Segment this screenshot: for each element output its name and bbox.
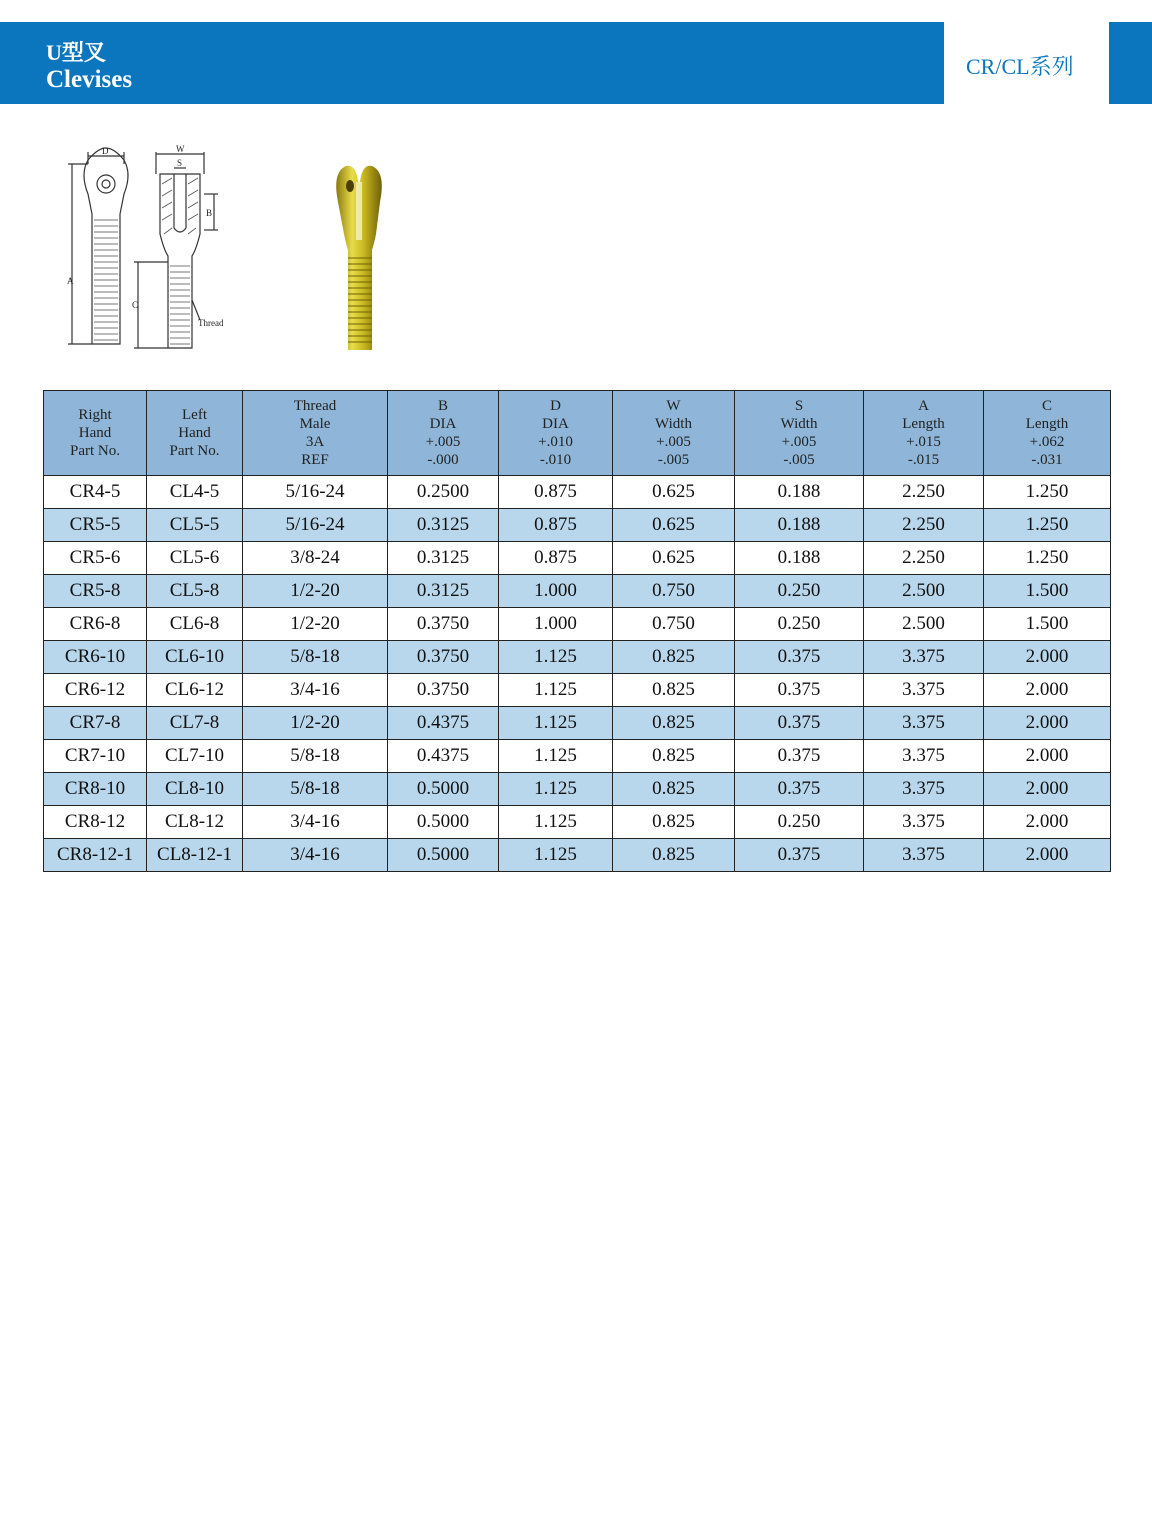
table-header-row bbox=[44, 391, 1111, 476]
table-cell: 0.825 bbox=[613, 773, 735, 806]
table-cell: 1.125 bbox=[499, 641, 613, 674]
page-title-cn: U型叉 bbox=[46, 40, 106, 65]
table-cell: 1.250 bbox=[984, 476, 1111, 509]
table-cell: CL7-8 bbox=[147, 707, 243, 740]
table-row bbox=[44, 476, 1111, 509]
table-cell: 0.188 bbox=[735, 476, 864, 509]
table-cell: 1/2-20 bbox=[243, 707, 388, 740]
table-cell: 2.000 bbox=[984, 641, 1111, 674]
table-cell: 2.000 bbox=[984, 674, 1111, 707]
table-cell: 0.825 bbox=[613, 674, 735, 707]
table-cell: CL8-12-1 bbox=[147, 839, 243, 872]
label-c: C bbox=[132, 300, 139, 310]
table-cell: CR7-8 bbox=[44, 707, 147, 740]
table-cell: CL4-5 bbox=[147, 476, 243, 509]
table-cell: 0.2500 bbox=[388, 476, 499, 509]
table-cell: 0.5000 bbox=[388, 839, 499, 872]
table-cell: 0.3125 bbox=[388, 575, 499, 608]
table-cell: 0.375 bbox=[735, 707, 864, 740]
page-title-en: Clevises bbox=[46, 66, 133, 93]
col-header-s: S Width +.005 -.005 bbox=[735, 391, 864, 476]
table-cell: 0.750 bbox=[613, 608, 735, 641]
table-row bbox=[44, 674, 1111, 707]
table-cell: 2.000 bbox=[984, 740, 1111, 773]
table-cell: 0.3750 bbox=[388, 641, 499, 674]
table-cell: 0.3125 bbox=[388, 542, 499, 575]
table-cell: 1.500 bbox=[984, 608, 1111, 641]
table-cell: 1.125 bbox=[499, 707, 613, 740]
table-cell: CL8-12 bbox=[147, 806, 243, 839]
table-cell: 0.825 bbox=[613, 839, 735, 872]
table-cell: CR7-10 bbox=[44, 740, 147, 773]
table-cell: CL5-5 bbox=[147, 509, 243, 542]
header-side-tab bbox=[1109, 22, 1152, 104]
table-cell: CR6-10 bbox=[44, 641, 147, 674]
table-cell: 1.000 bbox=[499, 575, 613, 608]
col-header-w: W Width +.005 -.005 bbox=[613, 391, 735, 476]
table-cell: 0.825 bbox=[613, 707, 735, 740]
table-cell: CL5-8 bbox=[147, 575, 243, 608]
table-row bbox=[44, 575, 1111, 608]
table-cell: 3/4-16 bbox=[243, 674, 388, 707]
table-cell: 3.375 bbox=[864, 641, 984, 674]
table-cell: 1.125 bbox=[499, 740, 613, 773]
table-cell: 3.375 bbox=[864, 839, 984, 872]
col-header-left-hand: Left Hand Part No. bbox=[147, 391, 243, 476]
table-cell: 0.5000 bbox=[388, 773, 499, 806]
col-header-right-hand: Right Hand Part No. bbox=[44, 391, 147, 476]
col-header-a: A Length +.015 -.015 bbox=[864, 391, 984, 476]
table-cell: 5/8-18 bbox=[243, 740, 388, 773]
table-row bbox=[44, 509, 1111, 542]
table-cell: 1.125 bbox=[499, 839, 613, 872]
table-cell: 0.875 bbox=[499, 542, 613, 575]
table-cell: 0.825 bbox=[613, 740, 735, 773]
table-cell: CR5-5 bbox=[44, 509, 147, 542]
table-cell: 1.125 bbox=[499, 773, 613, 806]
table-cell: 5/8-18 bbox=[243, 641, 388, 674]
table-cell: CL6-12 bbox=[147, 674, 243, 707]
table-cell: CR8-12-1 bbox=[44, 839, 147, 872]
table-cell: 0.188 bbox=[735, 542, 864, 575]
table-cell: 3/8-24 bbox=[243, 542, 388, 575]
table-cell: 2.500 bbox=[864, 575, 984, 608]
table-cell: CL5-6 bbox=[147, 542, 243, 575]
table-cell: 0.875 bbox=[499, 476, 613, 509]
table-row bbox=[44, 542, 1111, 575]
table-cell: CR8-10 bbox=[44, 773, 147, 806]
table-cell: 5/8-18 bbox=[243, 773, 388, 806]
table-cell: 1.500 bbox=[984, 575, 1111, 608]
table-cell: CR5-6 bbox=[44, 542, 147, 575]
table-cell: CR5-8 bbox=[44, 575, 147, 608]
table-cell: 0.4375 bbox=[388, 707, 499, 740]
table-cell: 0.3750 bbox=[388, 608, 499, 641]
label-thread: Thread bbox=[198, 318, 224, 328]
table-cell: 3.375 bbox=[864, 806, 984, 839]
col-header-c: C Length +.062 -.031 bbox=[984, 391, 1111, 476]
table-cell: 0.625 bbox=[613, 509, 735, 542]
table-cell: 3.375 bbox=[864, 674, 984, 707]
table-cell: 2.250 bbox=[864, 509, 984, 542]
label-a: A bbox=[67, 276, 74, 286]
table-cell: 0.375 bbox=[735, 641, 864, 674]
table-cell: 1/2-20 bbox=[243, 608, 388, 641]
table-cell: 0.750 bbox=[613, 575, 735, 608]
table-cell: 2.500 bbox=[864, 608, 984, 641]
table-cell: CL6-8 bbox=[147, 608, 243, 641]
table-cell: 3/4-16 bbox=[243, 839, 388, 872]
table-cell: 2.000 bbox=[984, 773, 1111, 806]
table-cell: 2.000 bbox=[984, 707, 1111, 740]
col-header-b: B DIA +.005 -.000 bbox=[388, 391, 499, 476]
table-cell: 1/2-20 bbox=[243, 575, 388, 608]
table-cell: 0.375 bbox=[735, 773, 864, 806]
table-cell: 0.250 bbox=[735, 575, 864, 608]
spec-table bbox=[43, 390, 1111, 872]
table-row bbox=[44, 839, 1111, 872]
table-row bbox=[44, 707, 1111, 740]
table-cell: 3.375 bbox=[864, 773, 984, 806]
table-cell: CR8-12 bbox=[44, 806, 147, 839]
table-cell: 2.000 bbox=[984, 806, 1111, 839]
clevis-technical-drawing bbox=[58, 144, 248, 356]
table-row bbox=[44, 608, 1111, 641]
table-cell: 3.375 bbox=[864, 740, 984, 773]
table-row bbox=[44, 773, 1111, 806]
table-cell: 0.250 bbox=[735, 608, 864, 641]
table-cell: 0.375 bbox=[735, 740, 864, 773]
table-cell: 0.825 bbox=[613, 641, 735, 674]
table-cell: 5/16-24 bbox=[243, 509, 388, 542]
table-cell: CR4-5 bbox=[44, 476, 147, 509]
table-cell: CL7-10 bbox=[147, 740, 243, 773]
col-header-thread: Thread Male 3A REF bbox=[243, 391, 388, 476]
table-cell: CR6-12 bbox=[44, 674, 147, 707]
table-cell: 0.3750 bbox=[388, 674, 499, 707]
table-cell: 2.000 bbox=[984, 839, 1111, 872]
table-cell: 1.250 bbox=[984, 542, 1111, 575]
table-cell: 0.875 bbox=[499, 509, 613, 542]
col-header-d: D DIA +.010 -.010 bbox=[499, 391, 613, 476]
table-cell: CL6-10 bbox=[147, 641, 243, 674]
table-body bbox=[44, 476, 1111, 872]
table-cell: 3.375 bbox=[864, 707, 984, 740]
table-cell: 0.625 bbox=[613, 476, 735, 509]
table-cell: 2.250 bbox=[864, 476, 984, 509]
table-cell: 0.825 bbox=[613, 806, 735, 839]
label-b: B bbox=[206, 208, 213, 218]
table-cell: 2.250 bbox=[864, 542, 984, 575]
table-row bbox=[44, 641, 1111, 674]
table-cell: CL8-10 bbox=[147, 773, 243, 806]
label-s: S bbox=[177, 158, 183, 168]
label-w: W bbox=[176, 144, 185, 154]
table-cell: 5/16-24 bbox=[243, 476, 388, 509]
table-cell: 1.125 bbox=[499, 674, 613, 707]
label-d: D bbox=[102, 146, 109, 156]
table-row bbox=[44, 806, 1111, 839]
table-cell: 0.625 bbox=[613, 542, 735, 575]
table-cell: 0.5000 bbox=[388, 806, 499, 839]
table-cell: 1.250 bbox=[984, 509, 1111, 542]
clevis-product-photo bbox=[326, 162, 396, 358]
table-cell: 0.250 bbox=[735, 806, 864, 839]
table-cell: 0.375 bbox=[735, 674, 864, 707]
table-cell: 3/4-16 bbox=[243, 806, 388, 839]
table-cell: 0.3125 bbox=[388, 509, 499, 542]
table-cell: 0.4375 bbox=[388, 740, 499, 773]
series-label: CR/CL系列 bbox=[966, 54, 1074, 79]
table-cell: 0.375 bbox=[735, 839, 864, 872]
table-cell: 0.188 bbox=[735, 509, 864, 542]
header-bar bbox=[0, 22, 944, 104]
table-row bbox=[44, 740, 1111, 773]
table-cell: 1.125 bbox=[499, 806, 613, 839]
table-cell: CR6-8 bbox=[44, 608, 147, 641]
table-cell: 1.000 bbox=[499, 608, 613, 641]
